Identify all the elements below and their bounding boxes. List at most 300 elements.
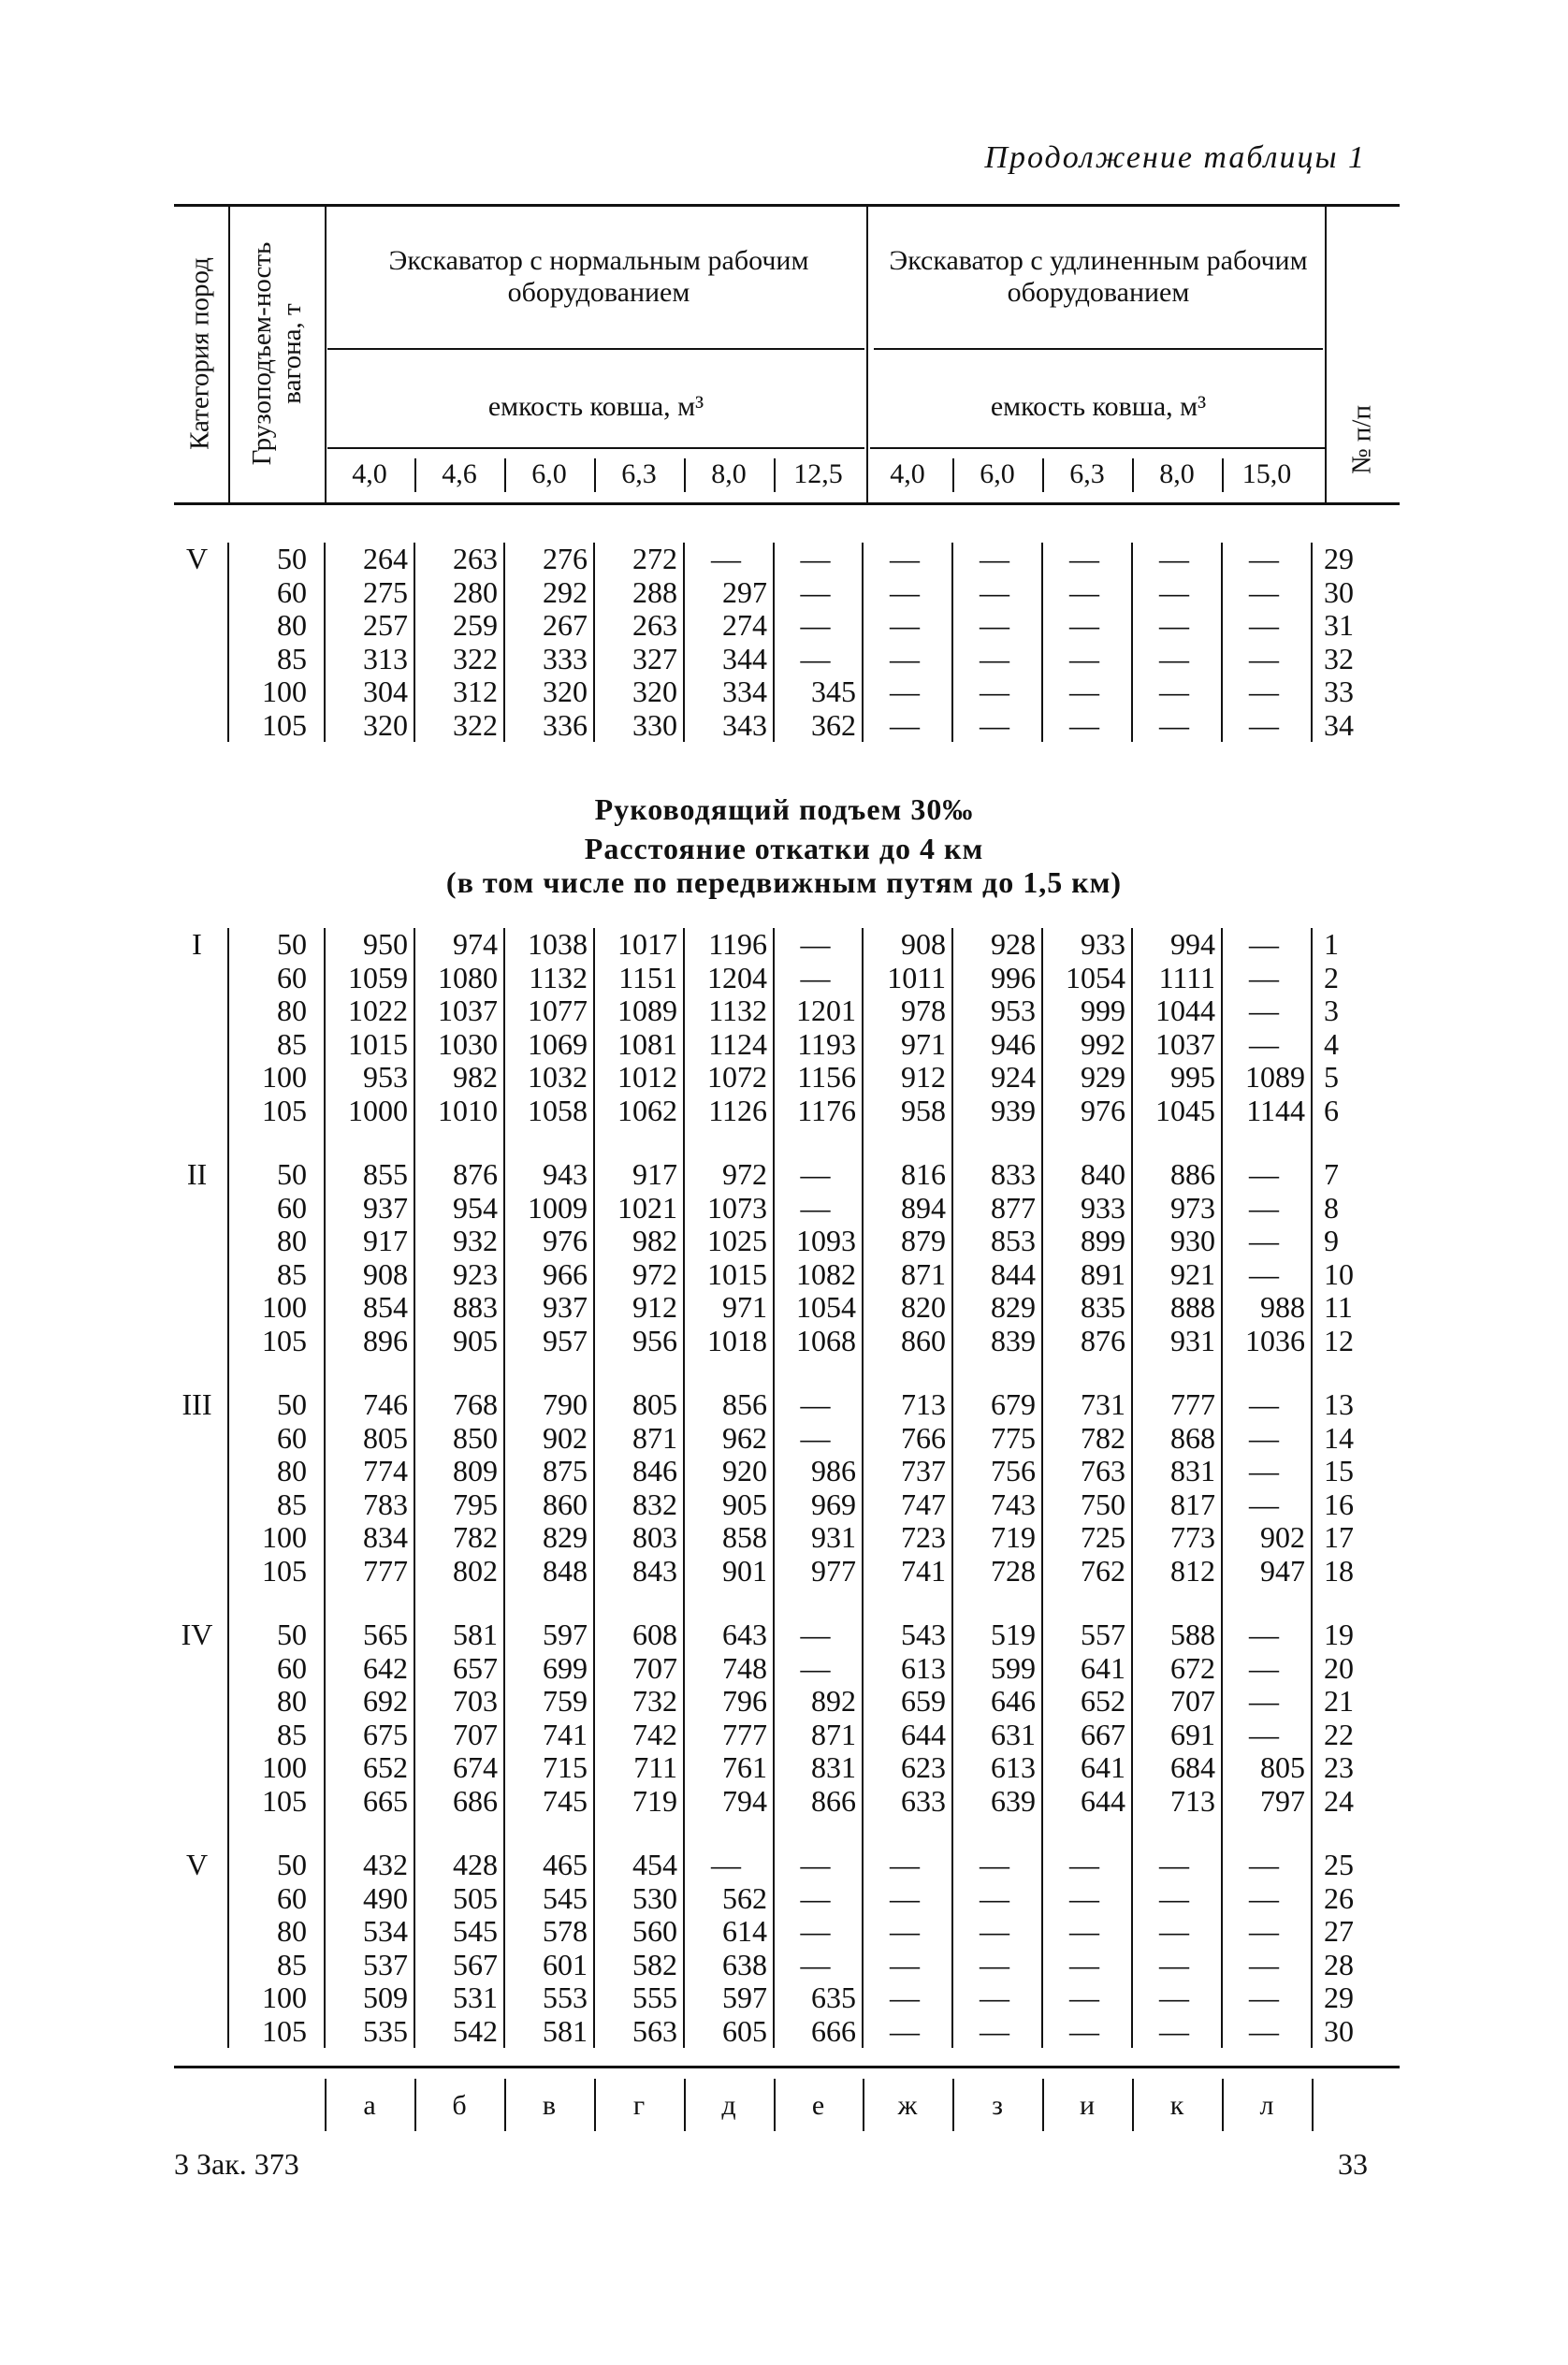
gap-cell — [228, 1818, 325, 1849]
value-cell: 597 — [684, 1981, 774, 2015]
value-cell: — — [952, 643, 1042, 676]
table-row — [174, 1095, 1401, 1128]
capacity-header: Грузоподъем-ность вагона, т — [247, 241, 307, 466]
column-letter-separator — [952, 2079, 954, 2131]
value-cell: 699 — [504, 1652, 594, 1686]
value-cell: 782 — [1042, 1422, 1132, 1456]
value-cell: 581 — [414, 1618, 504, 1652]
capacity-cell: 105 — [228, 2015, 325, 2049]
value-cell: 672 — [1132, 1652, 1222, 1686]
table-row — [174, 962, 1401, 995]
value-cell: 820 — [863, 1291, 952, 1325]
gap-cell — [174, 1127, 228, 1158]
value-cell: — — [1042, 1849, 1132, 1882]
value-cell: 535 — [325, 2015, 414, 2049]
value-cell: 802 — [414, 1555, 504, 1589]
value-cell: — — [1132, 576, 1222, 610]
value-cell: 883 — [414, 1291, 504, 1325]
value-cell: — — [1132, 1849, 1222, 1882]
gap-cell — [863, 1357, 952, 1388]
value-cell: — — [774, 1652, 863, 1686]
category-cell: III — [181, 1387, 212, 1421]
table-row — [174, 1061, 1401, 1095]
value-cell: 958 — [863, 1095, 952, 1128]
value-cell: — — [774, 1882, 863, 1916]
row-number-cell: 21 — [1312, 1685, 1401, 1719]
gap-cell — [1042, 1357, 1132, 1388]
capacity-cell: 100 — [228, 675, 325, 709]
category-cell — [174, 675, 228, 709]
header-sep-1 — [228, 204, 230, 505]
value-cell: — — [774, 609, 863, 643]
bucket-size-label: 8,0 — [1159, 458, 1195, 489]
gap-cell — [174, 1818, 228, 1849]
value-cell: 1144 — [1246, 1093, 1305, 1127]
table-row — [174, 1915, 1401, 1949]
header-bottom-rule — [174, 502, 1400, 505]
category-cell — [174, 1882, 228, 1916]
value-cell: 746 — [325, 1388, 414, 1422]
value-cell: 638 — [684, 1949, 774, 1982]
value-cell: — — [684, 543, 774, 576]
value-cell: 642 — [325, 1652, 414, 1686]
value-cell: — — [1042, 1882, 1132, 1916]
value-cell: 275 — [325, 576, 414, 610]
bucket-size-label: 4,0 — [352, 458, 387, 489]
table-row — [174, 1685, 1401, 1719]
value-cell: — — [863, 709, 952, 743]
gap-cell — [952, 1357, 1042, 1388]
value-cell: 832 — [594, 1488, 684, 1522]
value-cell: 1025 — [684, 1225, 774, 1258]
extended-group-title: Экскаватор с удлиненным рабочим оборудованием — [889, 245, 1308, 308]
value-cell: 703 — [414, 1685, 504, 1719]
capacity-cell: 105 — [228, 1555, 325, 1589]
value-cell: 856 — [684, 1388, 774, 1422]
value-cell: 1018 — [684, 1325, 774, 1358]
row-number-header: № п/п — [1346, 404, 1377, 475]
value-cell: — — [952, 543, 1042, 576]
value-cell: 858 — [684, 1521, 774, 1555]
column-letter: и — [1079, 2090, 1096, 2121]
category-cell — [174, 1488, 228, 1522]
gap-cell — [1312, 1357, 1401, 1388]
capacity-cell: 85 — [228, 1028, 325, 1062]
value-cell: 333 — [504, 643, 594, 676]
bucket-size-label: 8,0 — [711, 458, 747, 489]
value-cell: 713 — [1132, 1785, 1222, 1819]
category-cell — [174, 1981, 228, 2015]
value-cell: — — [774, 1158, 863, 1192]
category-cell: II — [186, 1157, 208, 1191]
value-cell: 613 — [952, 1751, 1042, 1785]
gap-cell — [863, 1127, 952, 1158]
column-letter: ж — [897, 2090, 918, 2121]
value-cell: — — [1249, 1224, 1279, 1257]
capacity-cell: 105 — [228, 1325, 325, 1358]
value-cell: 886 — [1132, 1158, 1222, 1192]
row-number-cell: 24 — [1312, 1785, 1401, 1819]
value-cell: 875 — [504, 1455, 594, 1488]
table-row — [174, 1719, 1401, 1752]
bucket-size-label: 6,0 — [531, 458, 567, 489]
category-cell: V — [185, 542, 209, 575]
value-cell: 996 — [952, 962, 1042, 995]
value-cell: — — [1249, 960, 1279, 994]
value-cell: — — [1249, 1880, 1279, 1915]
capacity-cell: 85 — [228, 643, 325, 676]
category-cell — [174, 1785, 228, 1819]
value-cell: 899 — [1042, 1225, 1132, 1258]
gap-cell — [504, 1357, 594, 1388]
value-cell: 334 — [684, 675, 774, 709]
category-cell — [174, 1095, 228, 1128]
value-cell: 1011 — [863, 962, 952, 995]
value-cell: 567 — [414, 1949, 504, 1982]
value-cell: 581 — [504, 2015, 594, 2049]
value-cell: 608 — [594, 1618, 684, 1652]
gap-cell — [325, 1588, 414, 1618]
section-subtitle-1: Руководящий подъем 30‰ — [594, 792, 974, 826]
value-cell: 646 — [952, 1685, 1042, 1719]
value-cell: 707 — [414, 1719, 504, 1752]
value-cell: 659 — [863, 1685, 952, 1719]
value-cell: 1022 — [325, 994, 414, 1028]
value-cell: 1021 — [594, 1192, 684, 1226]
value-cell: 490 — [325, 1882, 414, 1916]
value-cell: 1072 — [684, 1061, 774, 1095]
value-cell: — — [1249, 1420, 1279, 1455]
value-cell: 743 — [952, 1488, 1042, 1522]
category-cell — [174, 2015, 228, 2049]
gap-cell — [774, 1357, 863, 1388]
value-cell: — — [774, 1422, 863, 1456]
row-number-cell: 7 — [1312, 1158, 1401, 1192]
value-cell: 562 — [684, 1882, 774, 1916]
value-cell: 953 — [325, 1061, 414, 1095]
value-cell: 362 — [774, 709, 863, 743]
table-row — [174, 1949, 1401, 1982]
gap-cell — [1042, 1588, 1132, 1618]
table-row — [174, 643, 1401, 676]
category-cell — [174, 1521, 228, 1555]
value-cell: 797 — [1260, 1783, 1305, 1818]
gap-cell — [1132, 1818, 1222, 1849]
value-cell: 313 — [325, 643, 414, 676]
row-number-cell: 29 — [1312, 543, 1401, 576]
value-cell: 330 — [594, 709, 684, 743]
value-cell: — — [1249, 1717, 1279, 1751]
column-letter-separator — [684, 2079, 686, 2131]
value-cell: — — [1249, 1026, 1279, 1061]
value-cell: 912 — [863, 1061, 952, 1095]
capacity-cell: 50 — [228, 543, 325, 576]
value-cell: 962 — [684, 1422, 774, 1456]
column-letter: в — [542, 2090, 557, 2121]
value-cell: 876 — [1042, 1325, 1132, 1358]
value-cell: 860 — [863, 1325, 952, 1358]
value-cell: 1068 — [774, 1325, 863, 1358]
capacity-cell: 50 — [228, 1388, 325, 1422]
capacity-cell: 60 — [228, 1192, 325, 1226]
value-cell: 866 — [774, 1785, 863, 1819]
table-row — [174, 1225, 1401, 1258]
section-subtitle-3: (в том числе по передвижным путям до 1,5 км) — [445, 865, 1123, 899]
value-cell: 531 — [414, 1981, 504, 2015]
value-cell: 891 — [1042, 1258, 1132, 1292]
row-number-cell: 20 — [1312, 1652, 1401, 1686]
value-cell: 877 — [952, 1192, 1042, 1226]
value-cell: 971 — [684, 1291, 774, 1325]
value-cell: 994 — [1132, 928, 1222, 962]
value-cell: 766 — [863, 1422, 952, 1456]
value-cell: — — [1249, 1256, 1279, 1291]
row-number-cell: 14 — [1312, 1422, 1401, 1456]
value-cell: — — [1132, 2015, 1222, 2049]
gap-cell — [1222, 1818, 1312, 1849]
value-cell: 933 — [1042, 1192, 1132, 1226]
value-cell: 939 — [952, 1095, 1042, 1128]
value-cell: 1044 — [1132, 994, 1222, 1028]
value-cell: — — [1249, 542, 1279, 575]
value-cell: 795 — [414, 1488, 504, 1522]
value-cell: 1015 — [325, 1028, 414, 1062]
value-cell: 928 — [952, 928, 1042, 962]
table-row — [174, 1291, 1401, 1325]
gap-cell — [1222, 1588, 1312, 1618]
normal-group-title: Экскаватор с нормальным рабочим оборудованием — [388, 245, 809, 308]
column-letter: е — [811, 2090, 825, 2121]
value-cell: 336 — [504, 709, 594, 743]
value-cell: 937 — [504, 1291, 594, 1325]
gap-cell — [504, 1818, 594, 1849]
value-cell: 1015 — [684, 1258, 774, 1292]
value-cell: — — [1249, 2013, 1279, 2048]
gap-cell — [594, 1588, 684, 1618]
value-cell: 731 — [1042, 1388, 1132, 1422]
gap-cell — [684, 1818, 774, 1849]
value-cell: — — [1249, 1947, 1279, 1981]
gap-cell — [594, 1357, 684, 1388]
value-cell: 643 — [684, 1618, 774, 1652]
value-cell: — — [1042, 709, 1132, 743]
row-number-cell: 25 — [1312, 1849, 1401, 1882]
gap-cell — [1132, 1357, 1222, 1388]
value-cell: — — [952, 709, 1042, 743]
table-row — [174, 576, 1401, 610]
value-cell: 1059 — [325, 962, 414, 995]
value-cell: — — [774, 643, 863, 676]
value-cell: — — [774, 1618, 863, 1652]
gap-cell — [228, 1357, 325, 1388]
value-cell: 454 — [594, 1849, 684, 1882]
gap-cell — [1042, 1127, 1132, 1158]
value-cell: 917 — [594, 1158, 684, 1192]
value-cell: 988 — [1260, 1290, 1305, 1324]
page-number: 33 — [1338, 2147, 1368, 2181]
row-number-cell: 17 — [1312, 1521, 1401, 1555]
value-cell: — — [952, 576, 1042, 610]
row-number-cell: 15 — [1312, 1455, 1401, 1488]
value-cell: 853 — [952, 1225, 1042, 1258]
value-cell: 675 — [325, 1719, 414, 1752]
value-cell: 537 — [325, 1949, 414, 1982]
table-row — [174, 1981, 1401, 2015]
capacity-cell: 60 — [228, 962, 325, 995]
value-cell: — — [1249, 1650, 1279, 1685]
value-cell: 902 — [1260, 1520, 1305, 1554]
column-letter: з — [992, 2090, 1003, 2121]
value-cell: 432 — [325, 1849, 414, 1882]
normal-size-rule — [327, 447, 864, 449]
value-cell: 982 — [414, 1061, 504, 1095]
value-cell: 322 — [414, 643, 504, 676]
table-row — [174, 1258, 1401, 1292]
table-row — [174, 1785, 1401, 1819]
value-cell: 1000 — [325, 1095, 414, 1128]
value-cell: — — [1042, 643, 1132, 676]
gap-cell — [1222, 1127, 1312, 1158]
value-cell: 276 — [504, 543, 594, 576]
value-cell: — — [1249, 641, 1279, 675]
value-cell: 803 — [594, 1521, 684, 1555]
value-cell: — — [1042, 675, 1132, 709]
capacity-cell: 60 — [228, 1882, 325, 1916]
capacity-cell: 105 — [228, 1785, 325, 1819]
value-cell: 809 — [414, 1455, 504, 1488]
value-cell: 742 — [594, 1719, 684, 1752]
value-cell: 956 — [594, 1325, 684, 1358]
value-cell: — — [1249, 1848, 1279, 1881]
table-row — [174, 609, 1401, 643]
continuation-title: Продолжение таблицы 1 — [984, 140, 1366, 175]
header-top-rule — [174, 204, 1400, 207]
value-cell: 553 — [504, 1981, 594, 2015]
value-cell: 871 — [774, 1719, 863, 1752]
value-cell: — — [1042, 543, 1132, 576]
gap-cell — [594, 1127, 684, 1158]
table-row — [174, 1455, 1401, 1488]
value-cell: 674 — [414, 1751, 504, 1785]
table-row — [174, 1618, 1401, 1652]
value-cell: 509 — [325, 1981, 414, 2015]
value-cell: 1082 — [774, 1258, 863, 1292]
value-cell: — — [1249, 1684, 1279, 1718]
value-cell: 777 — [684, 1719, 774, 1752]
value-cell: 555 — [594, 1981, 684, 2015]
value-cell: 557 — [1042, 1618, 1132, 1652]
category-cell — [174, 1028, 228, 1062]
value-cell: 1077 — [504, 994, 594, 1028]
row-number-cell: 8 — [1312, 1192, 1401, 1226]
table-row — [174, 994, 1401, 1028]
value-cell: — — [1132, 1981, 1222, 2015]
value-cell: 304 — [325, 675, 414, 709]
value-cell: 320 — [594, 675, 684, 709]
value-cell: 850 — [414, 1422, 504, 1456]
value-cell: 1030 — [414, 1028, 504, 1062]
capacity-cell: 80 — [228, 1225, 325, 1258]
value-cell: 969 — [774, 1488, 863, 1522]
value-cell: 905 — [414, 1325, 504, 1358]
value-cell: 725 — [1042, 1521, 1132, 1555]
value-cell: 1204 — [684, 962, 774, 995]
capacity-cell: 60 — [228, 1652, 325, 1686]
value-cell: 320 — [504, 675, 594, 709]
capacity-cell: 85 — [228, 1719, 325, 1752]
normal-group-rule — [327, 348, 864, 350]
category-cell — [174, 643, 228, 676]
value-cell: 1045 — [1132, 1095, 1222, 1128]
row-number-cell: 27 — [1312, 1915, 1401, 1949]
column-letter: а — [363, 2090, 376, 2121]
category-cell: IV — [181, 1618, 213, 1651]
gap-cell — [863, 1818, 952, 1849]
value-cell: 711 — [594, 1751, 684, 1785]
value-cell: 560 — [594, 1915, 684, 1949]
value-cell: 1151 — [594, 962, 684, 995]
value-cell: 973 — [1132, 1192, 1222, 1226]
value-cell: 888 — [1132, 1291, 1222, 1325]
bucket-size-label: 12,5 — [793, 458, 843, 489]
gap-cell — [1312, 1127, 1401, 1158]
value-cell: 747 — [863, 1488, 952, 1522]
row-number-cell: 34 — [1312, 709, 1401, 743]
row-number-cell: 19 — [1312, 1618, 1401, 1652]
header-sep-4 — [1325, 204, 1327, 505]
value-cell: 1111 — [1132, 962, 1222, 995]
value-cell: 777 — [1132, 1388, 1222, 1422]
value-cell: 848 — [504, 1555, 594, 1589]
value-cell: 644 — [863, 1719, 952, 1752]
value-cell: — — [952, 1915, 1042, 1949]
value-cell: 639 — [952, 1785, 1042, 1819]
capacity-cell: 105 — [228, 709, 325, 743]
value-cell: 264 — [325, 543, 414, 576]
value-cell: — — [1132, 1915, 1222, 1949]
value-cell: — — [863, 543, 952, 576]
value-cell: 974 — [414, 928, 504, 962]
value-cell: 835 — [1042, 1291, 1132, 1325]
column-letter-separator — [774, 2079, 776, 2131]
table-row — [174, 1488, 1401, 1522]
table-bottom-rule — [174, 2066, 1400, 2068]
value-cell: 876 — [414, 1158, 504, 1192]
value-cell: 345 — [774, 675, 863, 709]
category-cell — [174, 709, 228, 743]
gap-cell — [863, 1588, 952, 1618]
row-number-cell: 13 — [1312, 1388, 1401, 1422]
category-header: Категория пород — [184, 257, 215, 450]
column-letter: д — [721, 2090, 736, 2121]
value-cell: — — [1249, 1981, 1279, 2014]
gap-cell — [325, 1818, 414, 1849]
gap-cell — [414, 1588, 504, 1618]
value-cell: 505 — [414, 1882, 504, 1916]
value-cell: — — [1132, 643, 1222, 676]
value-cell: 272 — [594, 543, 684, 576]
capacity-cell: 80 — [228, 1455, 325, 1488]
value-cell: — — [1042, 2015, 1132, 2049]
value-cell: 971 — [863, 1028, 952, 1062]
value-cell: 1196 — [684, 928, 774, 962]
value-cell: 908 — [325, 1258, 414, 1292]
value-cell: 748 — [684, 1652, 774, 1686]
value-cell: 263 — [594, 609, 684, 643]
value-cell: — — [1249, 675, 1279, 708]
value-cell: 954 — [414, 1192, 504, 1226]
row-number-cell: 16 — [1312, 1488, 1401, 1522]
